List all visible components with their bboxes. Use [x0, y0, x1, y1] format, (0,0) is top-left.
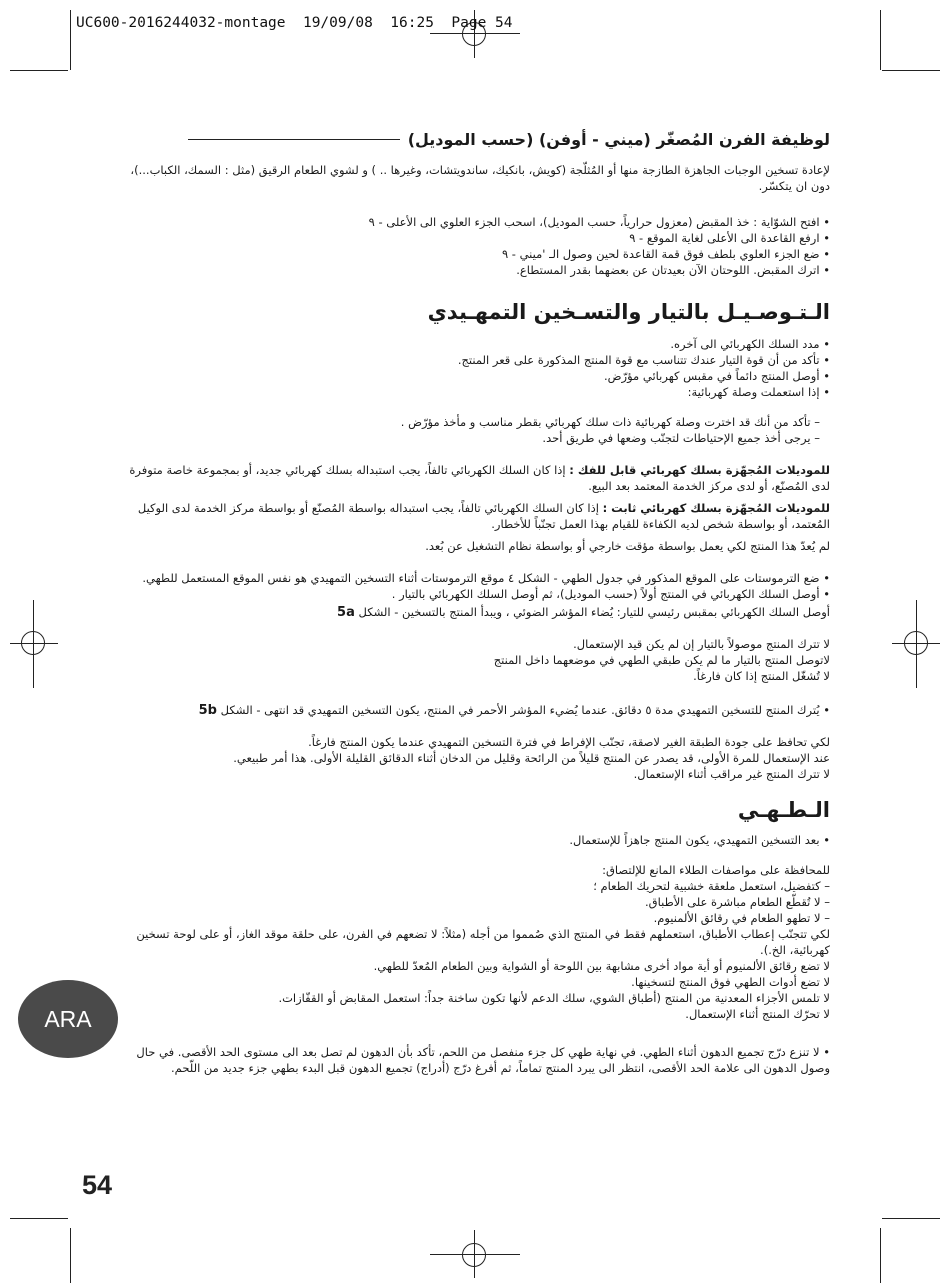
registration-circle: [21, 631, 45, 655]
warning-line: لا تُشغّل المنتج إذا كان فارغاً.: [693, 669, 830, 683]
note-text: إذا كان السلك الكهربائي تالفاً، يجب استبداله بسلك كهربائي جديد، أو بمجموعة خاصة متوفرة لدى المُصنّع، أو لدى مركز الخدمة المعتمد بعد البيع.: [129, 463, 830, 493]
crop-mark: [882, 1218, 940, 1219]
step-text: يُترك المنتج للتسخين التمهيدي مدة ٥ دقائق. عندما يُضيء المؤشر الأحمر في المنتج، يكون التسخين التمهيدي قد انتهى - الشكل: [217, 703, 820, 717]
care-line: – لا تطهو الطعام في رقائق الألمنيوم.: [653, 911, 830, 925]
care-line: لا تلمس الأجزاء المعدنية من المنتج (أطباق الشوي، سلك الدعم لأنها تكون ساخنة جداً: استعمل المقابض أو القفّازات.: [278, 991, 830, 1005]
note-line: عند الإستعمال للمرة الأولى، قد يصدر عن المنتج قليلاً من الرائحة وقليل من الدخان أثناء الدقائق القليلة الأولى. هذا أمر طبيعي.: [233, 751, 830, 765]
care-line: لا تضع أدوات الطهي فوق المنتج لتسخينها.: [631, 975, 830, 989]
plug-in-step: [120, 604, 830, 621]
note-text: إذا كان السلك الكهربائي تالفاً، يجب استبداله بواسطة المُصنّع أو بواسطة مركز الخدمة لدى الوكيل المُعتمد، أو بواسطة شخص لديه الكفاءة للقيام بهذا العمل تجنّباً للأخطار.: [137, 501, 830, 531]
preheat-notes: [120, 734, 830, 782]
preheat-steps: [120, 570, 830, 602]
figure-ref: 5b: [198, 703, 217, 718]
list-item: • أوصل المنتج دائماً في مقبس كهربائي مؤرّض.: [120, 368, 830, 384]
step-text: أوصل السلك الكهربائي بمقبس رئيسي للتيار: يُضاء المؤشر الضوئي ، ويبدأ المنتج بالتسخين - الشكل: [354, 605, 830, 619]
connection-steps: [120, 336, 830, 400]
list-item: • ضع الجزء العلوي بلطف فوق قمة القاعدة لحين وصول الـ 'ميني - ٩: [120, 246, 830, 262]
intro-paragraph: لإعادة تسخين الوجبات الجاهزة الطازجة منها أو المُثلّجة (كويش، بانكيك، ساندويتشات، وغيرها .. ) و لشوي الطعام الرقيق (مثل : السمك، الكباب...)، دون ان يتكسّر.: [130, 163, 830, 193]
preheat-duration: • يُترك المنتج للتسخين التمهيدي مدة ٥ دقائق. عندما يُضيء المؤشر الأحمر في المنتج، يكون التسخين التمهيدي قد انتهى - الشكل 5b: [198, 703, 830, 718]
care-line: – لا تُقطّع الطعام مباشرة على الأطباق.: [645, 895, 830, 909]
note-label: للموديلات المُجهّزة بسلك كهربائي ثابت :: [602, 501, 830, 515]
crop-mark: [70, 10, 71, 70]
crop-mark: [880, 1228, 881, 1283]
note-line: لا تترك المنتج غير مراقب أثناء الإستعمال.: [633, 767, 830, 781]
warning-line: لا تترك المنتج موصولاً بالتيار إن لم يكن قيد الإستعمال.: [573, 637, 830, 651]
fixed-cord-note: [120, 500, 830, 532]
section-title-connection: الـتـوصـيـل بالتيار والتسـخين التمهـيدي: [427, 300, 830, 324]
section-title-mini-oven: [188, 130, 830, 149]
registration-circle: [462, 1243, 486, 1267]
list-item: • مدد السلك الكهربائي الى آخره.: [120, 336, 830, 352]
care-line: لا تضع رقائق الألمنيوم أو أية مواد أخرى مشابهة بين اللوحة أو الشواية وبين الطعام المُعدّ للطهي.: [373, 959, 830, 973]
page-number: 54: [82, 1170, 113, 1200]
extension-cord-notes: [110, 414, 820, 446]
care-line: لا تحرّك المنتج أثناء الإستعمال.: [685, 1007, 830, 1021]
note-text: لا تنزع درّج تجميع الدهون أثناء الطهي. في نهاية طهي كل جزء منفصل من اللحم، تأكد بأن الدهون لم تصل بعد الى مستوى الحد الأقصى. في حال وصول الدهون الى علامة الحد الأقصى، انتظر الى يبرد المنتج تماماً، ثم أفرغ درّج (أدراج) تجميع الدهون قبل البدء بطهي جزء جديد من اللّحم.: [136, 1045, 830, 1075]
note-label: للموديلات المُجهّزة بسلك كهربائي قابل للفك :: [569, 463, 830, 477]
list-item: • تأكد من أن قوة التيار عندك تتناسب مع قوة المنتج المذكورة على قعر المنتج.: [120, 352, 830, 368]
crop-mark: [882, 70, 940, 71]
drip-tray-note: • لا تنزع درّج تجميع الدهون أثناء الطهي. في نهاية طهي كل جزء منفصل من اللحم، تأكد بأن الدهون لم تصل بعد الى مستوى الحد الأقصى. في حال وصول الدهون الى علامة الحد الأقصى، انتظر الى يبرد المنتج تماماً، ثم أفرغ درّج (أدراج) تجميع الدهون قبل البدء بطهي جزء جديد من اللّحم.: [136, 1045, 830, 1075]
usage-warnings: [120, 636, 830, 684]
detachable-cord-note: [120, 462, 830, 494]
section-title-cooking: الـطـهـي: [737, 798, 830, 822]
title-rule: [188, 139, 400, 141]
sub-item: – يرجى أخذ جميع الإحتياطات لتجنّب وضعها في طريق أحد.: [542, 431, 820, 445]
care-line: لكي تتجنّب إعطاب الأطباق، استعملهم فقط في المنتج الذي صُمموا من أجله (مثلاً: لا تضعهم في الفرن، على حلقة موقد الغاز، أو على لوحة تسخين كهربائية، الخ.).: [136, 927, 830, 957]
list-item: • افتح الشوّاية : خذ المقبض (معزول حرارياً، حسب الموديل)، اسحب الجزء العلوي الى الأعلى - ٩: [120, 214, 830, 230]
sub-item: – تأكد من أنك قد اخترت وصلة كهربائية ذات سلك كهربائي بقطر مناسب و مأخذ مؤرّض .: [400, 415, 820, 429]
print-slug: UC600-2016244032-montage 19/09/08 16:25 Page 54: [76, 15, 513, 31]
list-item: • ارفع القاعدة الى الأعلى لغاية الموقع - ٩: [120, 230, 830, 246]
section-title-text: لوظيفة الفرن المُصغّر (ميني - أوفن) (حسب الموديل): [407, 130, 830, 149]
crop-mark: [10, 70, 68, 71]
language-badge: ARA: [18, 980, 118, 1058]
registration-circle: [904, 631, 928, 655]
warning-line: لاتوصل المنتج بالتيار ما لم يكن طبقي الطهي في موضعهما داخل المنتج: [493, 653, 830, 667]
crop-mark: [70, 1228, 71, 1283]
list-item: • اترك المقبض. اللوحتان الآن بعيدتان عن بعضهما بقدر المستطاع.: [120, 262, 830, 278]
crop-mark: [10, 1218, 68, 1219]
note-line: لكي تحافظ على جودة الطبقة الغير لاصقة، تجنّب الإفراط في فترة التسخين التمهيدي عندما يكون المنتج فارغاً.: [308, 735, 830, 749]
list-item: • ضع الترموستات على الموقع المذكور في جدول الطهي - الشكل ٤ موقع الترموستات أثناء التسخين التمهيدي هو نفس الموقع المستعمل للطهي.: [120, 570, 830, 586]
care-line: – كتفضيل، استعمل ملعقة خشبية لتحريك الطعام ؛: [593, 879, 830, 893]
list-item: • بعد التسخين التمهيدي، يكون المنتج جاهزاً للإستعمال.: [120, 832, 830, 848]
crop-mark: [880, 10, 881, 70]
nonstick-care: [120, 862, 830, 1022]
timer-warning: لم يُعدّ هذا المنتج لكي يعمل بواسطة مؤقت خارجي أو بواسطة نظام التشغيل عن بُعد.: [425, 539, 830, 553]
figure-ref: 5a: [337, 605, 355, 620]
list-item: • إذا استعملت وصلة كهربائية:: [120, 384, 830, 400]
list-item: • أوصل السلك الكهربائي في المنتج أولاً (حسب الموديل)، ثم أوصل السلك الكهربائي بالتيار .: [120, 586, 830, 602]
cooking-intro: [120, 832, 830, 848]
open-grill-steps: [120, 214, 830, 278]
care-line: للمحافظة على مواصفات الطلاء المانع للإلتصاق:: [602, 863, 830, 877]
